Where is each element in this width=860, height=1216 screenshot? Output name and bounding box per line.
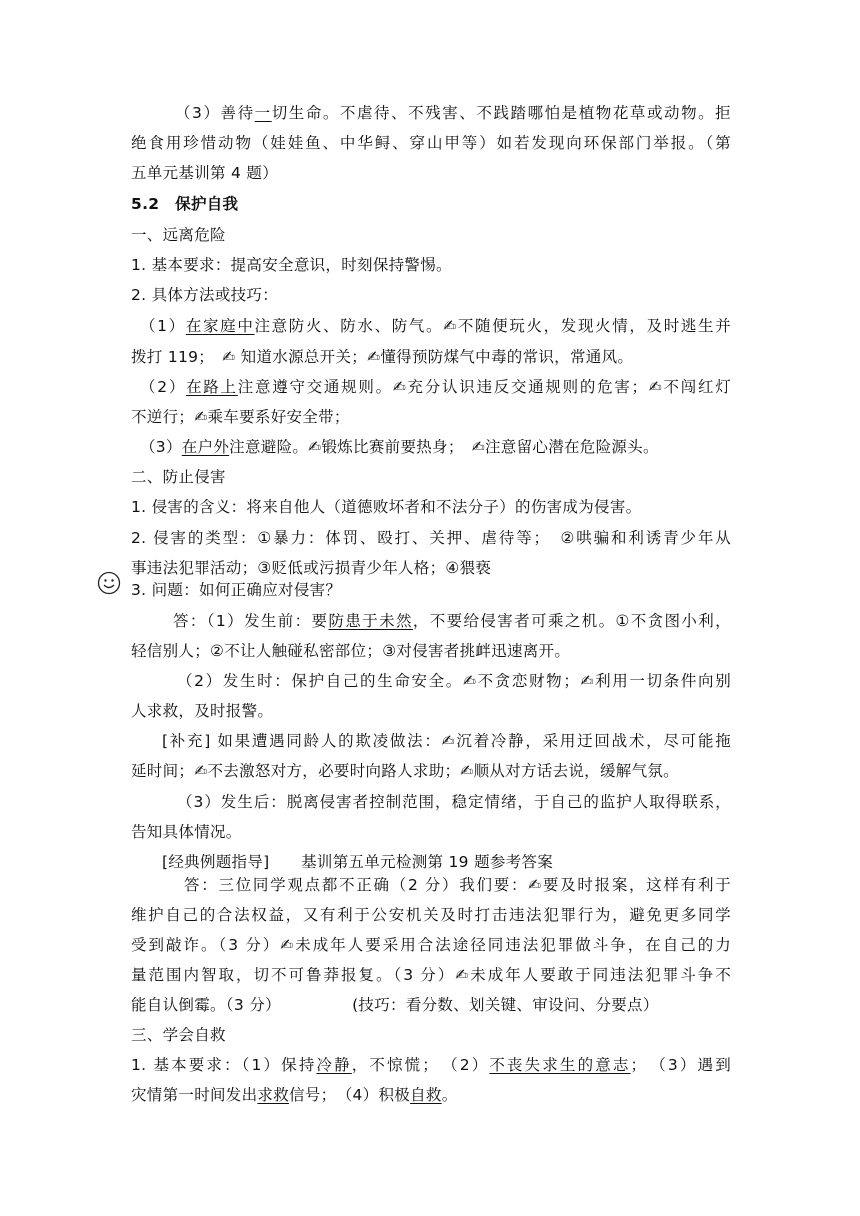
text-line (184, 875, 731, 895)
text-segment: （3）善待 (175, 104, 255, 122)
text-segment: （2）发生时：保护自己的生命安全。✍不贪恋财物；✍利用一切条件向别 (177, 672, 731, 690)
text-line (131, 1055, 731, 1075)
text-segment: [经典例题指导] 基训第五单元检测第 19 题参考答案 (162, 853, 554, 871)
text-segment: 事违法犯罪活动；③贬低或污损青少年人格；④猥亵 (131, 559, 492, 577)
smiley-icon (97, 571, 121, 595)
text-segment: 延时间；✍不去激怒对方，必要时向路人求助；✍顺从对方话去说，缓解气氛。 (131, 762, 679, 780)
text-line (131, 905, 731, 925)
text-line (131, 965, 731, 985)
text-line (131, 761, 731, 781)
text-segment: 灾情第一时间发出 (131, 1086, 258, 1104)
text-line (131, 995, 731, 1015)
text-line (131, 255, 731, 275)
text-line (140, 377, 731, 397)
text-segment: 能自认倒霉。（3 分） (技巧：看分数、划关键、审设问、分要点） (131, 996, 659, 1014)
text-line (131, 467, 731, 487)
text-segment: 注意避险。✍锻炼比赛前要热身； ✍注意留心潜在危险源头。 (229, 438, 659, 456)
text-line (177, 792, 731, 812)
text-segment: 信号； （4）积极 (289, 1086, 411, 1104)
text-line (173, 611, 731, 631)
text-segment: 告知具体情况。 (131, 823, 242, 841)
text-segment: 受到敲诈。（3 分）✍未成年人要采用合法途径同违法犯罪做斗争，在自己的力 (131, 936, 731, 954)
underlined-text: 在户外 (181, 438, 230, 456)
text-segment: 1. 基本要求：提高安全意识，时刻保持警惕。 (131, 256, 452, 274)
underlined-text: 冷静 (316, 1056, 352, 1074)
text-line (131, 347, 731, 367)
text-segment: 二、防止侵害 (131, 468, 226, 486)
text-segment: 拨打 119； ✍ 知道水源总开关；✍懂得预防煤气中毒的常识，常通风。 (131, 348, 634, 366)
text-segment: 1. 侵害的含义：将来自他人（道德败坏者和不法分子）的伤害成为侵害。 (131, 498, 642, 516)
text-line (131, 641, 731, 661)
text-segment: ，不惊慌； （2） (351, 1056, 490, 1074)
underlined-text: 在家庭中 (185, 317, 255, 335)
text-segment: 答：三位同学观点都不正确（2 分）我们要：✍要及时报案，这样有利于 (184, 876, 731, 894)
text-segment: 不逆行；✍乘车要系好安全带； (131, 408, 350, 426)
text-line (177, 671, 731, 691)
text-line (131, 285, 731, 305)
text-segment: 三、学会自救 (131, 1026, 226, 1044)
text-line (131, 225, 731, 245)
text-line (131, 194, 731, 214)
text-segment: 人求救，及时报警。 (131, 702, 274, 720)
text-line (131, 528, 731, 548)
text-line (131, 497, 731, 517)
text-segment: 。 (441, 1086, 458, 1104)
text-line (131, 133, 731, 153)
text-segment: 维护自己的合法权益，又有利于公安机关及时打击违法犯罪行为，避免更多同学 (131, 906, 731, 924)
text-segment: 2. 侵害的类型：①暴力：体罚、殴打、关押、虐待等； ②哄骗和利诱青少年从 (131, 529, 731, 547)
text-line (131, 558, 731, 578)
text-segment: （1） (140, 317, 186, 335)
text-segment: [补充] 如果遭遇同龄人的欺凌做法：✍沉着冷静，采用迂回战术，尽可能拖 (162, 732, 731, 750)
underlined-text: 不丧失求生的意志 (489, 1056, 631, 1074)
text-segment: 轻信别人；②不让人触碰私密部位；③对侵害者挑衅迅速离开。 (131, 642, 571, 660)
text-segment: （3）发生后：脱离侵害者控制范围，稳定情绪，于自己的监护人取得联系， (177, 793, 731, 811)
text-segment: 五单元基训第 4 题） (131, 164, 279, 182)
text-line (131, 701, 731, 721)
text-segment: 3. 问题：如何正确应对侵害？ (131, 581, 342, 599)
underlined-text: 在路上 (186, 378, 238, 396)
text-segment: （2） (140, 378, 187, 396)
text-line (131, 1085, 731, 1105)
text-segment: 1. 基本要求：（1）保持 (131, 1056, 317, 1074)
text-segment: 绝食用珍惜动物（娃娃鱼、中华鲟、穿山甲等）如若发现向环保部门举报。（第 (131, 134, 731, 152)
text-segment: 一、远离危险 (131, 226, 226, 244)
text-segment: ，不要给侵害者可乘之机。①不贪图小利， (412, 612, 731, 630)
underlined-text: 防患于未然 (328, 612, 413, 630)
text-line (175, 103, 731, 123)
text-segment: ； （3）遇到 (630, 1056, 731, 1074)
text-segment: 注意遵守交通规则。✍充分认识违反交通规则的危害；✍不闯红灯 (237, 378, 731, 396)
text-line (131, 163, 731, 183)
text-segment: 注意防火、防水、防气。✍不随便玩火，发现火情，及时逃生并 (254, 317, 732, 335)
text-line (131, 407, 731, 427)
underlined-text: 一 (254, 104, 272, 122)
text-line (131, 580, 731, 600)
text-line (162, 731, 731, 751)
text-line (131, 822, 731, 842)
text-line (140, 316, 731, 336)
text-segment: 切生命。不虐待、不残害、不践踏哪怕是植物花草或动物。拒 (271, 104, 731, 122)
text-segment: 5.2 保护自我 (131, 195, 239, 213)
text-line (162, 852, 731, 872)
underlined-text: 自救 (410, 1086, 442, 1104)
text-segment: 答：（1）发生前：要 (173, 612, 329, 630)
underlined-text: 求救 (257, 1086, 290, 1104)
text-segment: 量范围内智取，切不可鲁莽报复。（3 分）✍未成年人要敢于同违法犯罪斗争不 (131, 966, 731, 984)
text-segment: （3） (140, 438, 182, 456)
text-line (131, 1025, 731, 1045)
text-segment: 2. 具体方法或技巧： (131, 286, 279, 304)
text-line (131, 935, 731, 955)
text-line (140, 437, 731, 457)
